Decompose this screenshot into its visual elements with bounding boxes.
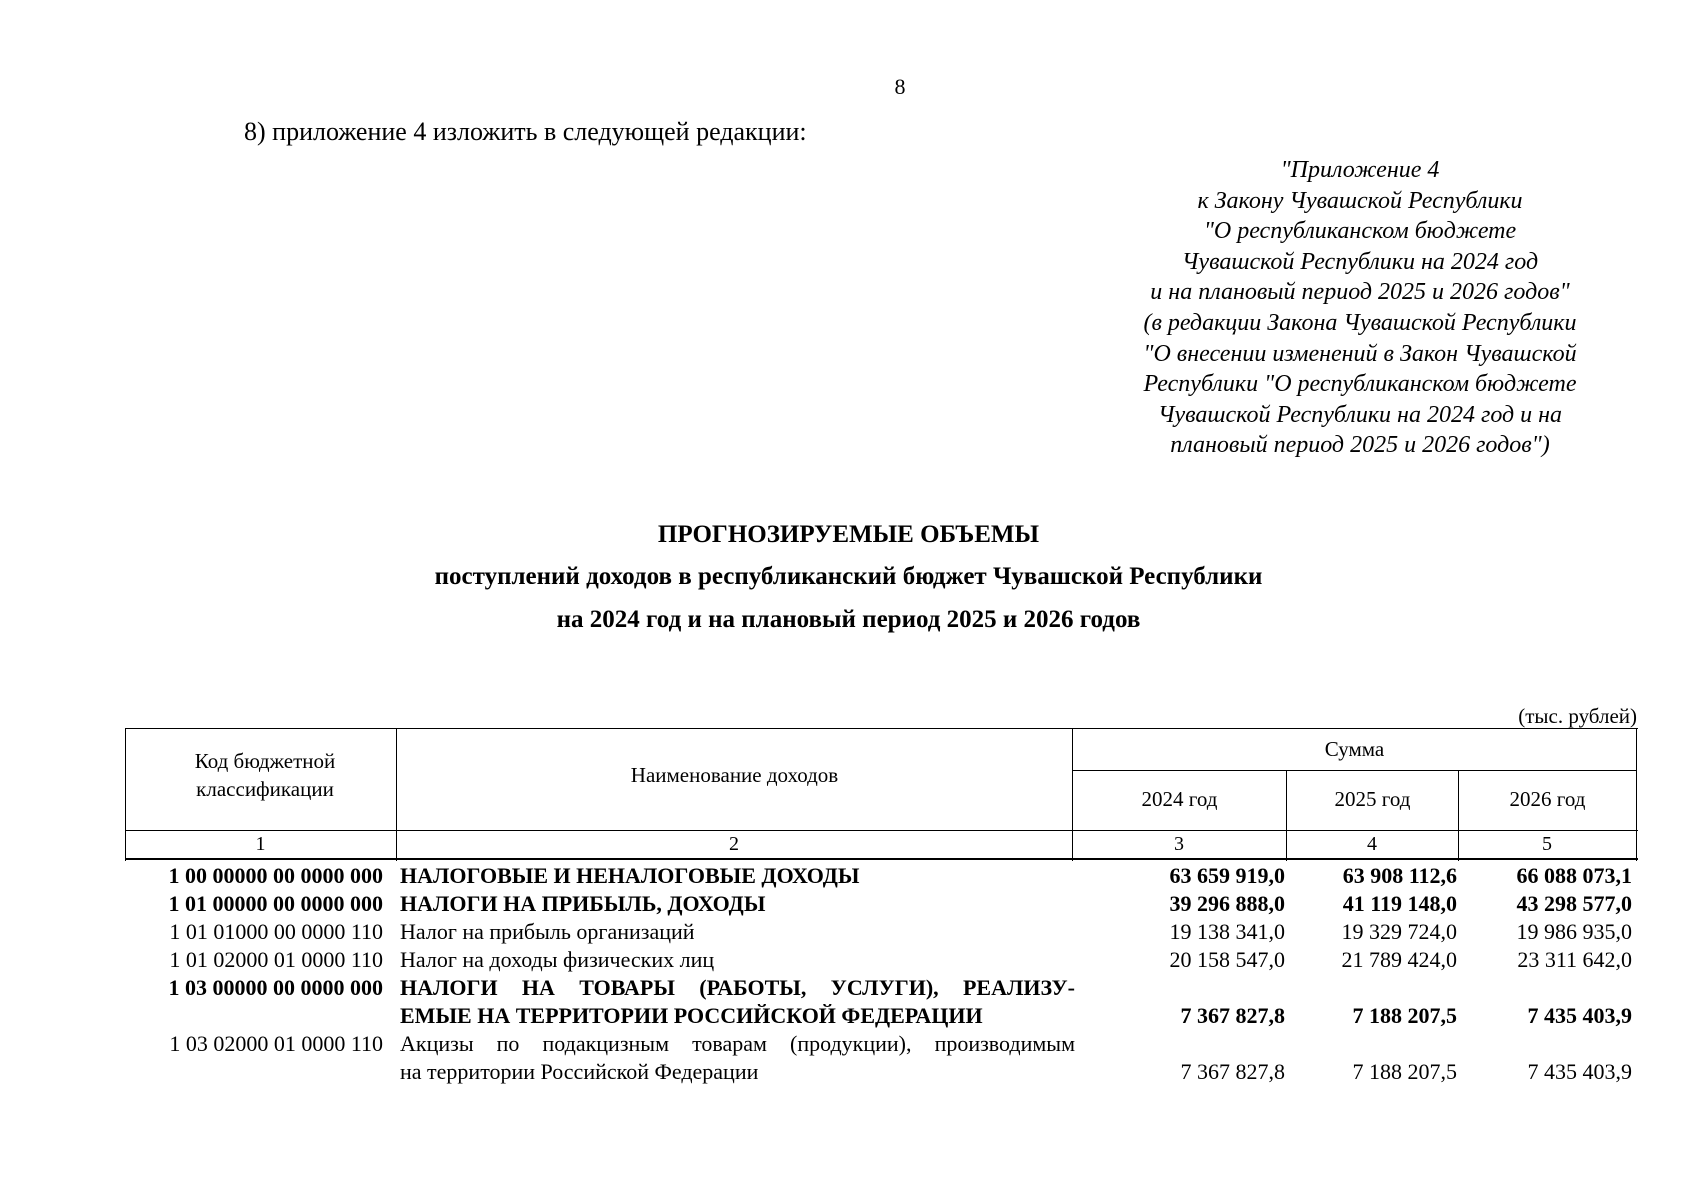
appendix-note-line: и на плановый период 2025 и 2026 годов" bbox=[1150, 279, 1570, 306]
header-2025: 2025 год bbox=[1334, 787, 1411, 811]
row-name-line: на территории Российской Федерации bbox=[400, 1059, 759, 1084]
row-code: 1 01 00000 00 0000 000 bbox=[168, 891, 383, 916]
table-border-sum bbox=[1072, 770, 1637, 771]
row-value-2026: 43 298 577,0 bbox=[1516, 891, 1632, 916]
column-number: 1 bbox=[255, 833, 266, 855]
header-name: Наименование доходов bbox=[630, 763, 839, 787]
row-value-2024: 7 367 827,8 bbox=[1180, 1003, 1285, 1028]
row-name-line: НАЛОГОВЫЕ И НЕНАЛОГОВЫЕ ДОХОДЫ bbox=[400, 863, 860, 888]
header-2024: 2024 год bbox=[1141, 787, 1218, 811]
row-value-2025: 21 789 424,0 bbox=[1341, 947, 1457, 972]
row-value-2024: 19 138 341,0 bbox=[1169, 919, 1285, 944]
row-name bbox=[400, 890, 1075, 918]
table-body bbox=[125, 862, 1638, 1086]
document-subtitle-line-1: поступлений доходов в республиканский бюджет Чувашской Республики bbox=[434, 563, 1263, 590]
page-number: 8 bbox=[894, 74, 906, 99]
row-name-line: НАЛОГИ НА ПРИБЫЛЬ, ДОХОДЫ bbox=[400, 891, 766, 916]
row-name bbox=[400, 946, 1075, 974]
row-code: 1 03 00000 00 0000 000 bbox=[168, 975, 383, 1000]
appendix-note-line: (в редакции Закона Чувашской Республики bbox=[1143, 309, 1577, 336]
row-name-line: Акцизы по подакцизным товарам (продукции), производимым bbox=[400, 1031, 1075, 1056]
appendix-note-line: к Закону Чувашской Республики bbox=[1197, 187, 1523, 214]
header-code: Код бюджетной классификации bbox=[194, 749, 336, 801]
appendix-note-line: Республики "О республиканском бюджете bbox=[1143, 371, 1577, 398]
column-number-row bbox=[125, 830, 1638, 859]
row-value-2025: 63 908 112,6 bbox=[1342, 863, 1457, 888]
table-row bbox=[125, 1030, 1638, 1086]
column-number: 3 bbox=[1174, 833, 1184, 855]
document-subtitle-line-2: на 2024 год и на плановый период 2025 и 2026 годов bbox=[556, 606, 1141, 633]
row-name bbox=[400, 1030, 1075, 1086]
row-name-line: Налог на прибыль организаций bbox=[400, 919, 695, 944]
row-value-2024: 39 296 888,0 bbox=[1169, 891, 1285, 916]
column-number: 2 bbox=[729, 833, 739, 855]
row-name-line: НАЛОГИ НА ТОВАРЫ (РАБОТЫ, УСЛУГИ), РЕАЛИЗУ- bbox=[400, 975, 1075, 1000]
appendix-note-line: Чувашской Республики на 2024 год и на bbox=[1157, 401, 1563, 428]
numrow-border bbox=[1636, 830, 1637, 860]
row-value-2026: 19 986 935,0 bbox=[1516, 919, 1632, 944]
header-2026: 2026 год bbox=[1509, 787, 1586, 811]
row-value-2024: 7 367 827,8 bbox=[1180, 1059, 1285, 1084]
row-code: 1 00 00000 00 0000 000 bbox=[168, 863, 383, 888]
row-value-2026: 66 088 073,1 bbox=[1516, 863, 1632, 888]
row-value-2026: 7 435 403,9 bbox=[1527, 1003, 1632, 1028]
intro-paragraph: 8) приложение 4 изложить в следующей редакции: bbox=[244, 117, 807, 146]
row-name-line: Налог на доходы физических лиц bbox=[400, 947, 715, 972]
row-value-2025: 41 119 148,0 bbox=[1342, 891, 1457, 916]
row-name bbox=[400, 918, 1075, 946]
row-code: 1 01 01000 00 0000 110 bbox=[169, 919, 383, 944]
table-row bbox=[125, 918, 1638, 946]
table-row bbox=[125, 890, 1638, 918]
document-title: ПРОГНОЗИРУЕМЫЕ ОБЪЕМЫ bbox=[657, 521, 1040, 548]
appendix-note-line: "О республиканском бюджете bbox=[1203, 218, 1517, 245]
column-number: 5 bbox=[1542, 833, 1552, 855]
appendix-note-line: Чувашской Республики на 2024 год bbox=[1181, 248, 1539, 275]
table-row bbox=[125, 862, 1638, 890]
row-value-2024: 20 158 547,0 bbox=[1169, 947, 1285, 972]
row-code: 1 01 02000 01 0000 110 bbox=[169, 947, 383, 972]
appendix-note-line: "Приложение 4 bbox=[1280, 157, 1440, 183]
row-value-2025: 7 188 207,5 bbox=[1352, 1059, 1457, 1084]
row-value-2025: 7 188 207,5 bbox=[1352, 1003, 1457, 1028]
appendix-note bbox=[1080, 155, 1640, 461]
row-value-2026: 23 311 642,0 bbox=[1517, 947, 1632, 972]
row-code: 1 03 02000 01 0000 110 bbox=[169, 1031, 383, 1056]
row-name-line: ЕМЫЕ НА ТЕРРИТОРИИ РОССИЙСКОЙ ФЕДЕРАЦИИ bbox=[400, 1003, 983, 1028]
column-number: 4 bbox=[1367, 833, 1377, 855]
row-name bbox=[400, 862, 1075, 890]
row-name bbox=[400, 974, 1075, 1030]
row-value-2024: 63 659 919,0 bbox=[1169, 863, 1285, 888]
appendix-note-line: "О внесении изменений в Закон Чувашской bbox=[1143, 340, 1577, 367]
table-row bbox=[125, 974, 1638, 1030]
appendix-note-line: плановый период 2025 и 2026 годов") bbox=[1170, 432, 1550, 459]
units-label: (тыс. рублей) bbox=[1518, 704, 1637, 728]
table-row bbox=[125, 946, 1638, 974]
row-value-2025: 19 329 724,0 bbox=[1341, 919, 1457, 944]
row-value-2026: 7 435 403,9 bbox=[1527, 1059, 1632, 1084]
header-sum: Сумма bbox=[1324, 737, 1385, 761]
